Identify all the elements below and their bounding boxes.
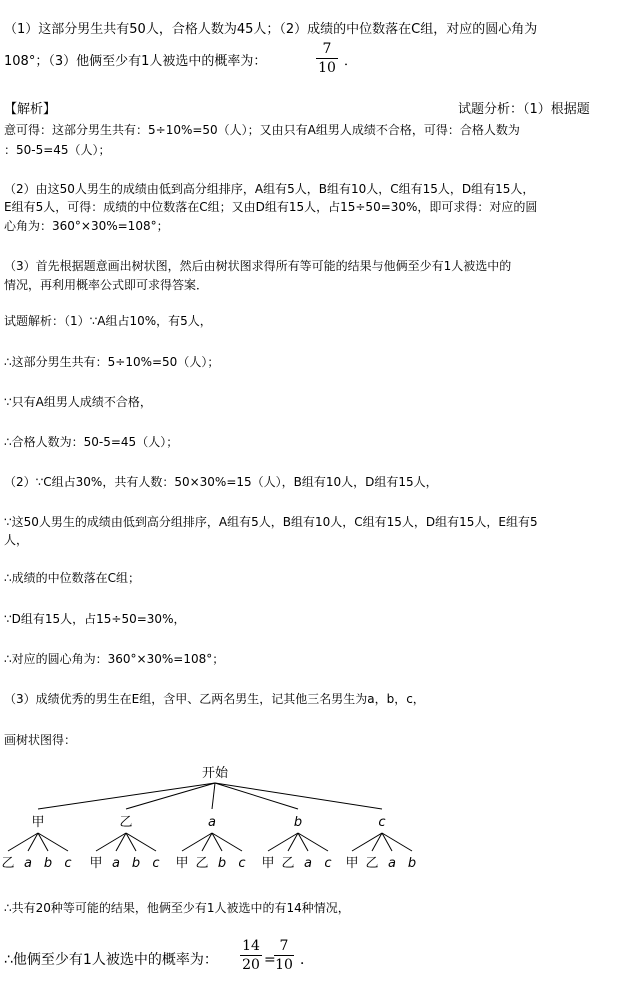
tree-leaf-label: a (388, 856, 396, 871)
fraction-bar (240, 955, 262, 956)
tree-leaf-label: 乙 (365, 856, 379, 871)
tree-edge-root-2 (212, 783, 215, 809)
tree-branch-label: 甲 (31, 815, 45, 830)
analysis-line-5: 心角为：360°×30%=108°； (4, 219, 169, 233)
tree-branch-label: c (378, 815, 386, 830)
tree-leaf-label: 甲 (261, 856, 275, 871)
solution-line-4: ∴合格人数为：50-5=45（人）； (4, 435, 179, 449)
tree-leaf-label: c (238, 856, 246, 871)
fraction-bar (274, 955, 294, 956)
answer-line-1: （1）这部分男生共有50人，合格人数为45人；（2）成绩的中位数落在C组，对应的圆心角为 (4, 22, 538, 37)
fraction-denominator: 20 (242, 957, 260, 973)
solution-line-12: 画树状图得： (4, 733, 77, 747)
tree-branch-label: b (293, 815, 303, 830)
solution-line-14-end: ． (300, 952, 314, 968)
solution-line-9: ∵D组有15人，占15÷50=30%， (4, 612, 186, 626)
fraction-numerator: 7 (279, 938, 289, 954)
fraction-denominator: 10 (318, 60, 336, 76)
solution-line-11: （3）成绩优秀的男生在E组，含甲、乙两名男生，记其他三名男生为a，b，c， (4, 692, 425, 706)
tree-branch-label: a (208, 815, 216, 830)
tree-leaf-label: 甲 (89, 856, 103, 871)
tree-leaf-label: 甲 (175, 856, 189, 871)
solution-line-7: 人， (4, 533, 29, 547)
equals-sign: = (264, 952, 276, 968)
tree-leaf-label: 甲 (345, 856, 359, 871)
analysis-line-3: （2）由这50人男生的成绩由低到高分组排序，A组有5人，B组有10人，C组有15人，D组有15人， (4, 182, 535, 196)
tree-leaf-label: a (112, 856, 120, 871)
solution-line-13: ∴共有20种等可能的结果，他俩至少有1人被选中的有14种情况， (4, 901, 350, 915)
tree-leaf-label: a (24, 856, 32, 871)
tree-leaf-label: 乙 (195, 856, 209, 871)
answer-fraction (316, 41, 338, 76)
tree-leaf-label: 乙 (1, 856, 15, 871)
tree-leaf-label: a (304, 856, 312, 871)
tree-edge-root-4 (215, 783, 382, 809)
solution-line-14: ∴他俩至少有1人被选中的概率为： (4, 952, 218, 968)
analysis-header: 【解析】 (4, 102, 57, 117)
tree-diagram (0, 763, 630, 878)
tree-leaf-label: b (407, 856, 417, 871)
fraction-denominator: 10 (275, 957, 293, 973)
analysis-line-4: E组有5人，可得：成绩的中位数落在C组；又由D组有15人，占15÷50=30%，即可求得：对应的圆 (4, 200, 538, 214)
tree-leaf-label: c (64, 856, 72, 871)
answer-line-2-end: ． (344, 54, 358, 69)
solution-line-1: 试题解析：（1）∵A组占10%，有5人， (4, 314, 212, 328)
solution-line-10: ∴对应的圆心角为：360°×30%=108°； (4, 652, 225, 666)
tree-leaf-label: c (152, 856, 160, 871)
solution-line-5: （2）∵C组占30%，共有人数：50×30%=15（人），B组有10人，D组有15人， (4, 475, 438, 489)
tree-leaf-label: b (131, 856, 141, 871)
solution-line-2: ∴这部分男生共有：5÷10%=50（人）； (4, 355, 220, 369)
fraction-numerator: 7 (322, 41, 332, 57)
analysis-line-7: 情况，再利用概率公式即可求得答案． (4, 278, 209, 292)
fraction-numerator: 14 (242, 938, 260, 954)
analysis-header-right: 试题分析：（1）根据题 (458, 102, 590, 117)
tree-branch-label: 乙 (119, 815, 133, 830)
solution-line-3: ∵只有A组男人成绩不合格， (4, 395, 152, 409)
tree-edge-root-1 (126, 783, 215, 809)
tree-edge-root-3 (215, 783, 298, 809)
solution-line-6: ∵这50人男生的成绩由低到高分组排序，A组有5人，B组有10人，C组有15人，D组有15人，E组有5 (4, 515, 538, 529)
tree-root-label: 开始 (201, 766, 229, 781)
tree-edge-root-0 (38, 783, 215, 809)
tree-leaf-label: 乙 (281, 856, 295, 871)
final-fraction-2 (274, 938, 294, 973)
analysis-line-1: 意可得：这部分男生共有：5÷10%=50（人）；又由只有A组男人成绩不合格，可得：合格人数为 (4, 123, 520, 137)
tree-leaf-label: b (43, 856, 53, 871)
solution-line-8: ∴成绩的中位数落在C组； (4, 571, 141, 585)
analysis-line-6: （3）首先根据题意画出树状图，然后由树状图求得所有等可能的结果与他俩至少有1人被选中的 (4, 259, 512, 273)
fraction-bar (316, 58, 338, 59)
tree-leaf-label: c (324, 856, 332, 871)
analysis-line-2: ：50-5=45（人）； (4, 143, 111, 157)
final-fraction-1 (240, 938, 262, 973)
answer-line-2: 108°；（3）他俩至少有1人被选中的概率为： (4, 54, 267, 69)
tree-leaf-label: b (217, 856, 227, 871)
